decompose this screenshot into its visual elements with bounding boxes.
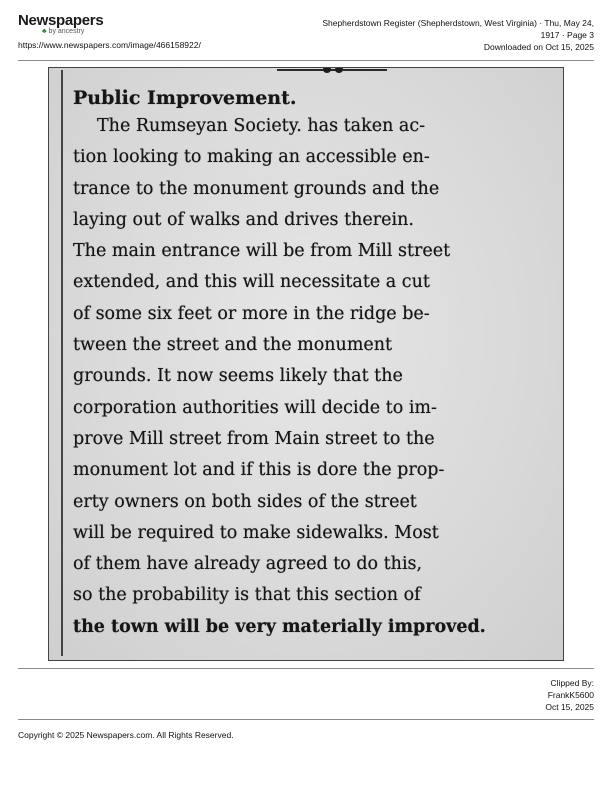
clip-footer-divider (18, 668, 594, 669)
logo-wordmark: Newspapers (18, 12, 104, 29)
clip-date: Oct 15, 2025 (545, 702, 594, 712)
newspapers-logo[interactable] (18, 12, 104, 35)
newspaper-clipping (48, 67, 564, 661)
publication-date-page: 1917 · Page 3 (540, 30, 594, 40)
ornament-bar (277, 69, 387, 71)
ornament-dot (323, 67, 331, 73)
article-line: the town will be very materially improved. (73, 616, 486, 637)
article-line: laying out of walks and drives therein. (73, 209, 414, 230)
header-divider (18, 60, 594, 61)
clipper-username[interactable]: FrankK5600 (547, 690, 594, 700)
article-line: extended, and this will necessitate a cut (73, 272, 430, 293)
article-line: prove Mill street from Main street to the (73, 428, 435, 449)
article-line: The Rumseyan Society. has taken ac- (97, 116, 426, 136)
article-line: corporation authorities will decide to im- (73, 397, 437, 418)
ornament-dot (335, 67, 343, 73)
article-line: monument lot and if this is dore the prop- (73, 460, 445, 481)
article-headline: Public Improvement. (73, 87, 297, 109)
article-line: of some six feet or more in the ridge be- (73, 303, 430, 324)
source-url[interactable]: https://www.newspapers.com/image/466158922/ (18, 40, 201, 50)
ornament-divider (277, 67, 387, 76)
logo-byline-text: by ancestry (48, 28, 85, 35)
publication-title-line: Shepherdstown Register (Shepherdstown, West Virginia) · Thu, May 24, (322, 18, 594, 28)
ancestry-leaf-icon: ♣ (42, 28, 47, 35)
publication-info (294, 17, 594, 53)
article-line: will be required to make sidewalks. Most (73, 522, 439, 543)
logo-byline (42, 28, 84, 35)
article-line: tween the street and the monument (73, 335, 393, 356)
download-date: Downloaded on Oct 15, 2025 (483, 42, 594, 52)
article-line: so the probability is that this section of (73, 585, 421, 606)
article-body (73, 85, 545, 643)
clipped-by-label: Clipped By: (550, 678, 594, 688)
footer-divider (18, 719, 594, 720)
copyright-notice: Copyright © 2025 Newspapers.com. All Rights Reserved. (18, 730, 234, 740)
article-line: grounds. It now seems likely that the (73, 366, 403, 387)
article-line: of them have already agreed to do this, (73, 554, 423, 575)
article-line: The main entrance will be from Mill street (73, 241, 451, 262)
column-rule (61, 70, 63, 656)
clip-attribution (545, 677, 594, 713)
article-line: erty owners on both sides of the street (73, 491, 417, 512)
article-line: tion looking to making an accessible en- (73, 147, 430, 168)
article-line: trance to the monument grounds and the (73, 178, 440, 199)
